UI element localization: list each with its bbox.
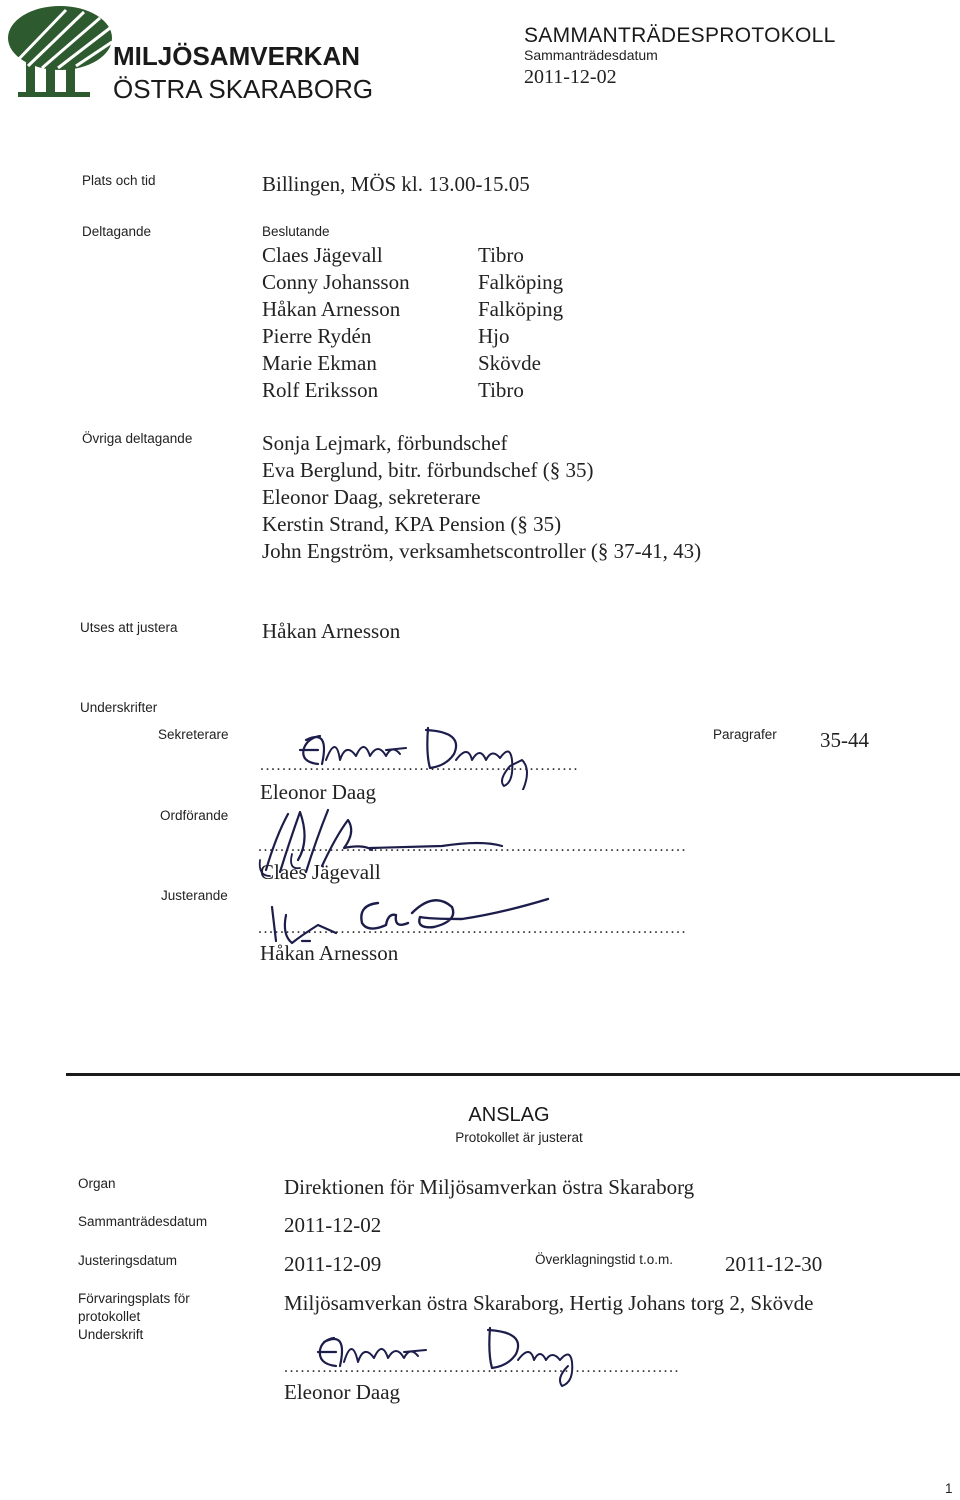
anslag-title: ANSLAG bbox=[468, 1104, 550, 1126]
ovriga-line: John Engström, verksamhetscontroller (§ 37-41, 43) bbox=[262, 539, 702, 563]
signer-name: Eleonor Daag bbox=[260, 780, 377, 804]
sdatum-label: Sammanträdesdatum bbox=[78, 1214, 208, 1229]
role-justerande: Justerande bbox=[161, 888, 228, 903]
member-name: Marie Ekman bbox=[262, 351, 377, 375]
role-sekreterare: Sekreterare bbox=[158, 727, 229, 742]
signature-claes-jagevall bbox=[252, 800, 552, 880]
member-town: Hjo bbox=[478, 324, 510, 348]
forvaring-label: Förvaringsplats för bbox=[78, 1291, 190, 1306]
overklag-value: 2011-12-30 bbox=[725, 1252, 823, 1276]
member-town: Falköping bbox=[478, 270, 564, 294]
anslag-subtitle: Protokollet är justerat bbox=[455, 1130, 583, 1145]
anslag-divider bbox=[66, 1073, 960, 1076]
member-town: Tibro bbox=[478, 243, 524, 267]
underskrifter-label: Underskrifter bbox=[80, 700, 158, 715]
deltagande-label: Deltagande bbox=[82, 224, 152, 239]
signer-name: Håkan Arnesson bbox=[260, 941, 399, 965]
logo-line-1: MILJÖSAMVERKAN bbox=[113, 41, 361, 71]
underskrift-label: Underskrift bbox=[78, 1327, 144, 1342]
ovriga-line: Eleonor Daag, sekreterare bbox=[262, 485, 481, 509]
document-type: SAMMANTRÄDESPROTOKOLL bbox=[524, 24, 836, 47]
tree-logo-icon bbox=[6, 4, 114, 100]
member-name: Rolf Eriksson bbox=[262, 378, 379, 402]
member-name: Pierre Rydén bbox=[262, 324, 372, 348]
member-town: Tibro bbox=[478, 378, 524, 402]
signature-line: .............................................................................. bbox=[258, 838, 687, 855]
paragrafer-value: 35-44 bbox=[820, 728, 869, 752]
ovriga-label: Övriga deltagande bbox=[82, 431, 193, 446]
organ-value: Direktionen för Miljösamverkan östra Skaraborg bbox=[284, 1175, 695, 1199]
logo bbox=[6, 4, 406, 104]
ovriga-line: Sonja Lejmark, förbundschef bbox=[262, 431, 508, 455]
role-ordforande: Ordförande bbox=[160, 808, 229, 823]
signature-eleonor-daag bbox=[260, 720, 560, 790]
signature-line: .......................................................... bbox=[260, 757, 579, 774]
plats-label: Plats och tid bbox=[82, 173, 156, 188]
page-number: 1 bbox=[945, 1481, 953, 1496]
logo-line-2: ÖSTRA SKARABORG bbox=[113, 74, 374, 104]
signature-hakan-arnesson bbox=[262, 885, 582, 955]
jdatum-label: Justeringsdatum bbox=[78, 1253, 178, 1268]
member-name: Conny Johansson bbox=[262, 270, 410, 294]
beslutande-label: Beslutande bbox=[262, 224, 330, 239]
overklag-label: Överklagningstid t.o.m. bbox=[535, 1252, 674, 1267]
forvaring-label-2: protokollet bbox=[78, 1309, 141, 1324]
jdatum-value: 2011-12-09 bbox=[284, 1252, 382, 1276]
justera-label: Utses att justera bbox=[80, 620, 178, 635]
meeting-date-value: 2011-12-02 bbox=[524, 66, 617, 88]
ovriga-line: Kerstin Strand, KPA Pension (§ 35) bbox=[262, 512, 562, 536]
member-name: Håkan Arnesson bbox=[262, 297, 401, 321]
signature-line: .............................................................................. bbox=[258, 920, 687, 937]
organ-label: Organ bbox=[78, 1176, 116, 1191]
ovriga-line: Eva Berglund, bitr. förbundschef (§ 35) bbox=[262, 458, 594, 482]
plats-value: Billingen, MÖS kl. 13.00-15.05 bbox=[262, 172, 530, 196]
member-town: Falköping bbox=[478, 297, 564, 321]
member-town: Skövde bbox=[478, 351, 541, 375]
member-name: Claes Jägevall bbox=[262, 243, 383, 267]
anslag-signature-line: ........................................................................ bbox=[284, 1359, 680, 1376]
meeting-date-label: Sammanträdesdatum bbox=[524, 47, 658, 63]
justera-value: Håkan Arnesson bbox=[262, 619, 401, 643]
anslag-signer: Eleonor Daag bbox=[284, 1380, 401, 1404]
forvaring-value: Miljösamverkan östra Skaraborg, Hertig Johans torg 2, Skövde bbox=[284, 1291, 814, 1315]
sdatum-value: 2011-12-02 bbox=[284, 1213, 382, 1237]
paragrafer-label: Paragrafer bbox=[713, 727, 777, 742]
signer-name: Claes Jägevall bbox=[260, 860, 381, 884]
